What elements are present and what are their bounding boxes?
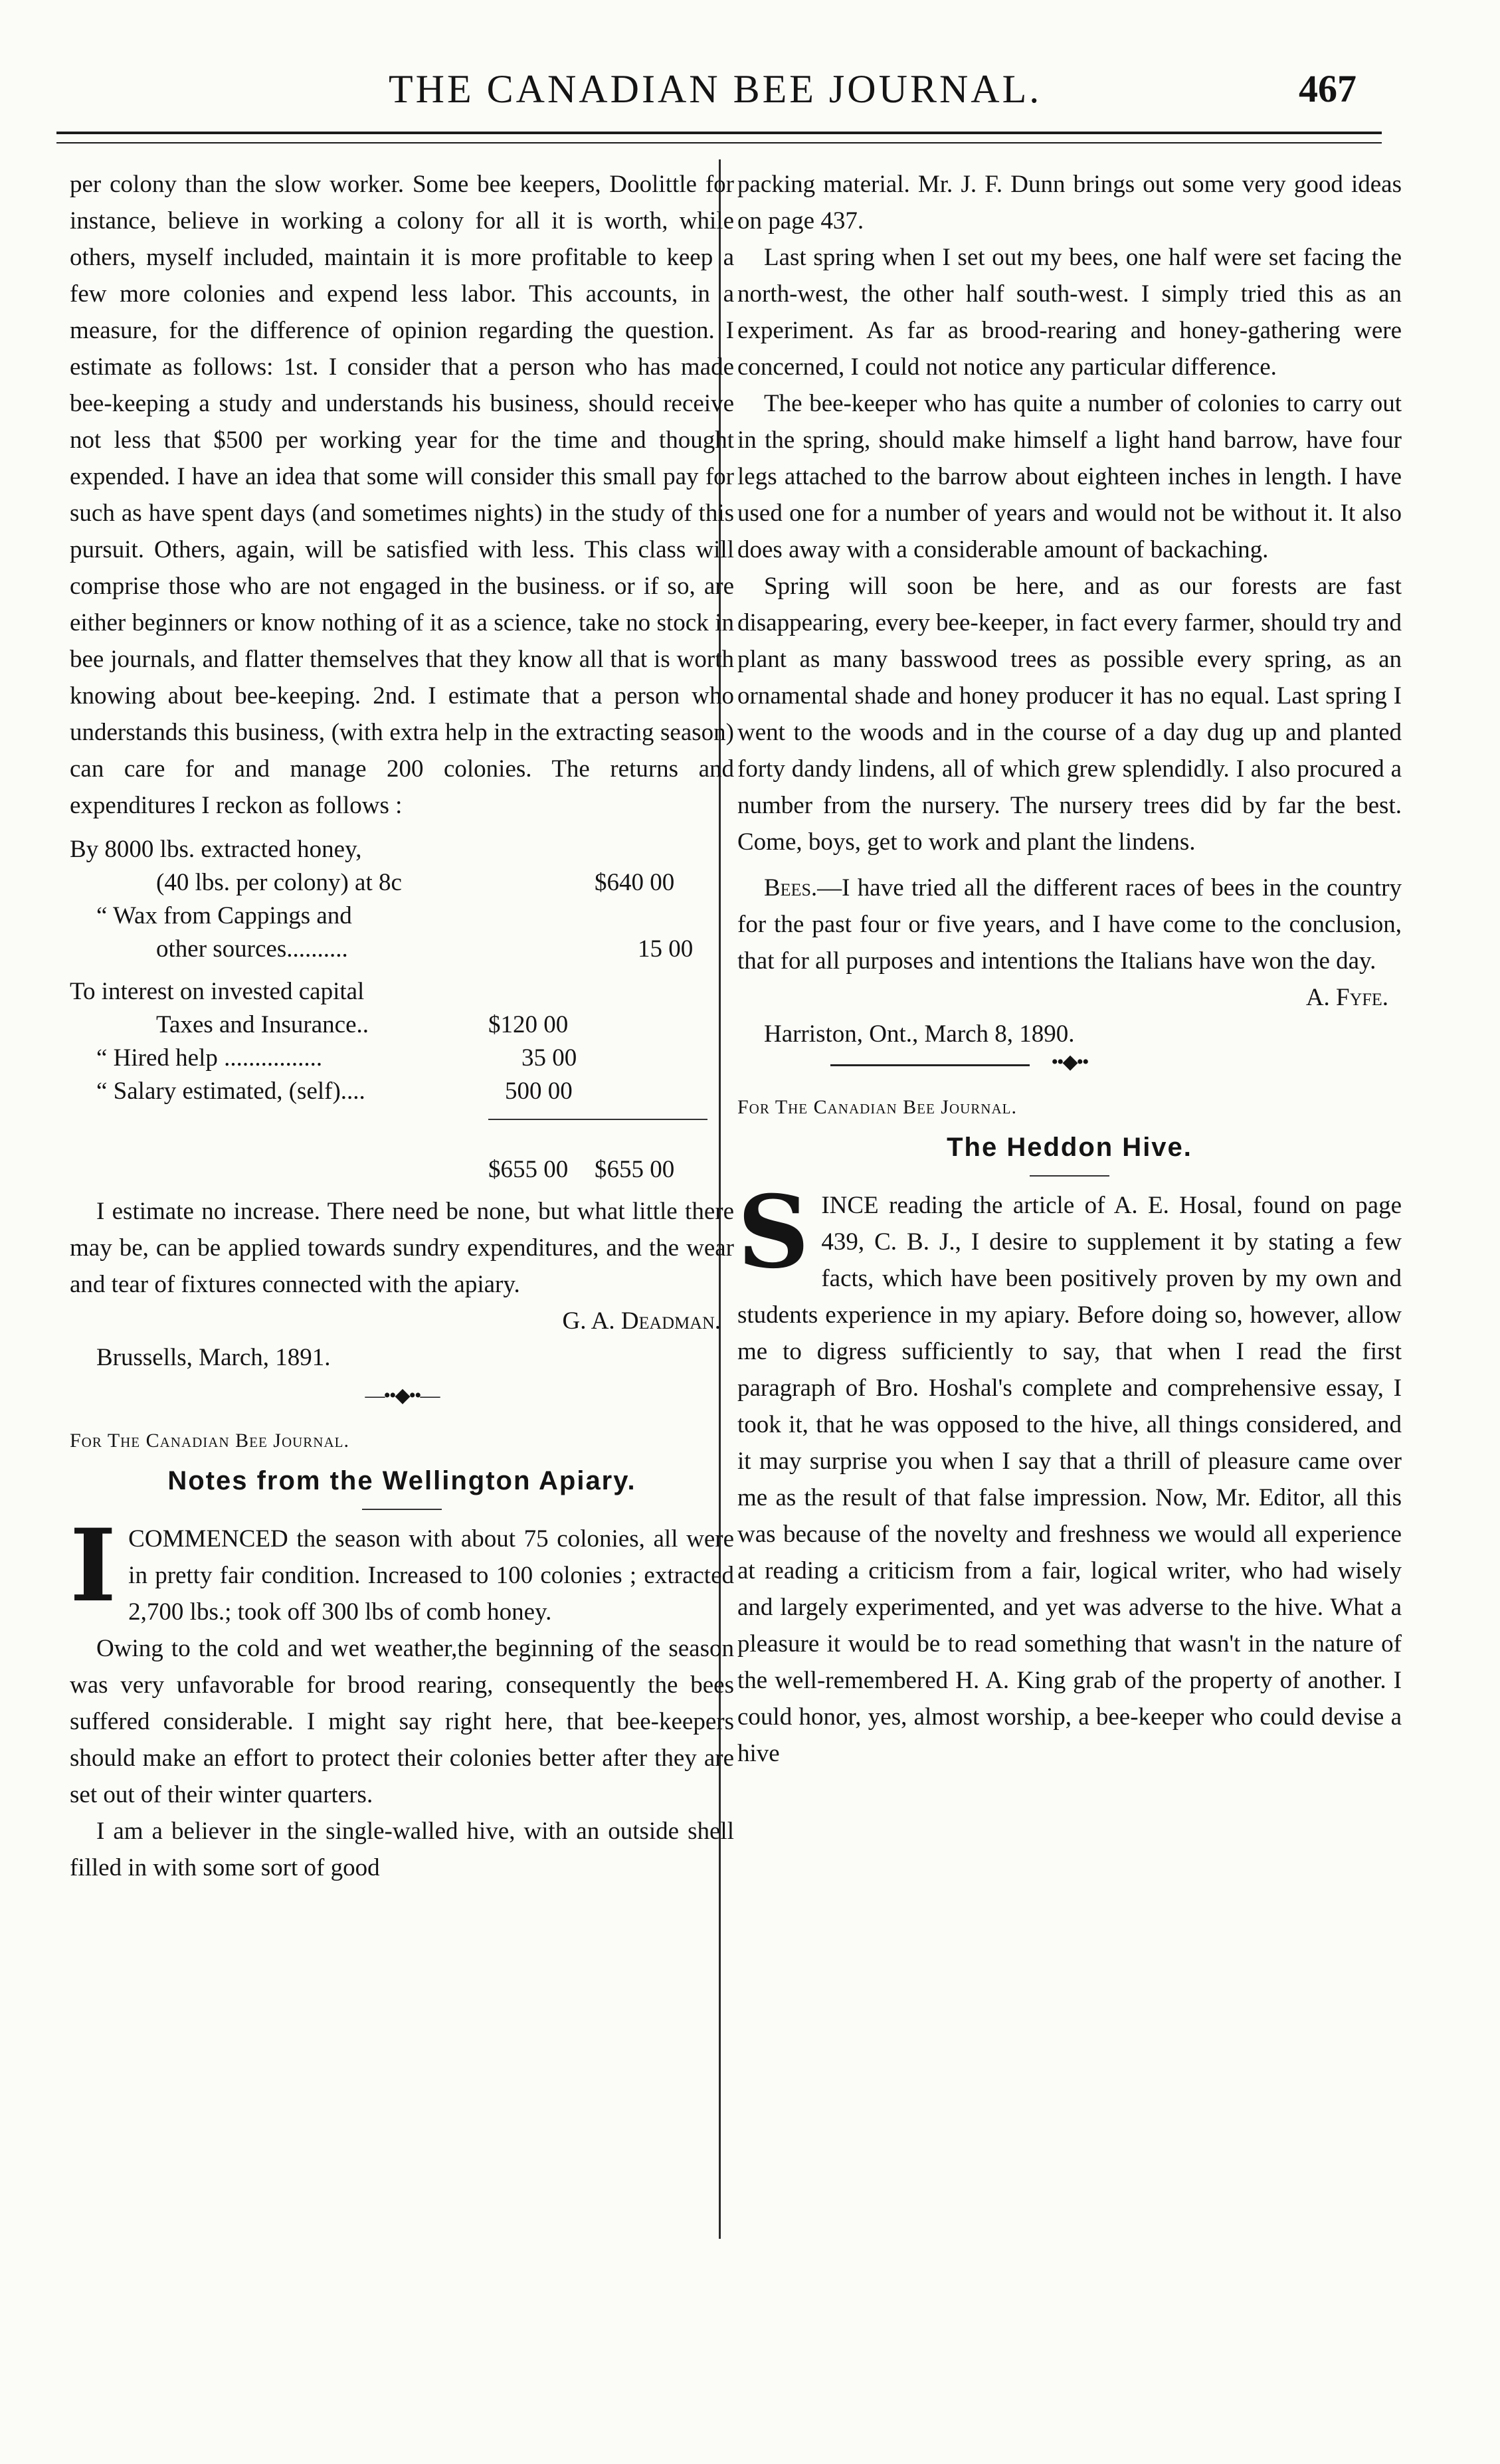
table-row (70, 1075, 734, 1108)
dateline: Harriston, Ont., March 8, 1890. (764, 1020, 1075, 1048)
table-cell: “ Salary estimated, (self).... (96, 1078, 365, 1105)
header-rule-thin (56, 142, 1382, 143)
body-paragraph: packing material. Mr. J. F. Dunn brings out some very good ideas on page 437. (737, 171, 1402, 235)
body-paragraph: The bee-keeper who has quite a number of colonies to carry out in the spring, should make himself a light hand barrow, have four legs attached to the barrow about eighteen inches in length. I have used one for a number of years and would not be without it. It also does away with a considerable amount of backaching. (737, 390, 1402, 563)
table-cell: other sources.......... (156, 935, 348, 963)
page-number: 467 (1299, 67, 1357, 110)
body-paragraph (737, 870, 1402, 979)
source-line: For The Canadian Bee Journal. (70, 1430, 349, 1452)
right-column (737, 166, 1402, 1772)
paragraph-text: COMMENCED the season with about 75 colonies, all were in pretty fair condition. Increased to 100 colonies ; extracted 2,700 lbs.; took off 300 lbs of comb honey. (128, 1525, 734, 1626)
body-paragraph (70, 1507, 734, 1630)
body-paragraph: I am a believer in the single-walled hive, with an outside shell filled in with some sort of good (70, 1818, 734, 1881)
title-rule (1030, 1175, 1109, 1177)
table-row (70, 1153, 734, 1186)
title-rule (362, 1509, 442, 1510)
author-signature: A. Fyfe. (1305, 984, 1388, 1011)
table-cell: (40 lbs. per colony) at 8c (156, 869, 402, 896)
table-row (70, 933, 734, 966)
section-ornament: —••◆••— (365, 1384, 439, 1406)
table-row (70, 866, 734, 900)
section-ornament: ••◆•• (1051, 1051, 1088, 1073)
table-cell: Taxes and Insurance.. (156, 1011, 369, 1038)
dateline: Brussells, March, 1891. (96, 1344, 331, 1371)
body-paragraph: Spring will soon be here, and as our forests are fast disappearing, every bee-keeper, in fact every farmer, should try and plant as many basswood trees as possible every spring, as an ornamental shade and honey producer it has no equal. Last spring I went to the woods and in the course of a day dug up and planted forty dandy lindens, all of which grew splendidly. I also procured a number from the nursery. The nursery trees did by far the best. Come, boys, get to work and plant the lindens. (737, 573, 1402, 856)
table-total: $655 00 (595, 1156, 675, 1183)
paragraph-text: —I have tried all the different races of bees in the country for the past four or five years, and I have come to the conclusion, that for all purposes and intentions the Italians have won the day. (737, 874, 1402, 975)
paragraph-text: INCE reading the article of A. E. Hosal, found on page 439, C. B. J., I desire to supplement it by stating a few facts, which have been positively proven by my own and students experience in my apiary. Before doing so, however, allow me to digress sufficiently to say, that when I read the first paragraph of Bro. Hoshal's complete and comprehensive essay, I took it, that he was opposed to the hive, all things considered, and it may surprise you when I say that a thrill of pleasure came over me as the result of that false impression. Now, Mr. Editor, all this was because of the novelty and freshness we would all experience at reading a criticism from a fair, logical writer, who had wisely and largely experimented, and yet was adverse to the hive. What a pleasure it would be to read something that wasn't in the nature of the well-remembered H. A. King grab of the property of another. I could honor, yes, almost worship, a bee-keeper who could devise a hive (737, 1192, 1402, 1767)
table-total: $655 00 (488, 1156, 569, 1183)
table-row (70, 833, 734, 866)
body-paragraph: Owing to the cold and wet weather,the beginning of the season was very unfavorable for brood rearing, consequently the bees suffered considerable. I might say right here, that bee-keepers should make an effort to protect their colonies better after they are set out of their winter quarters. (70, 1635, 734, 1808)
article-title: The Heddon Hive. (947, 1133, 1192, 1162)
source-line: For The Canadian Bee Journal. (737, 1096, 1017, 1118)
total-rule (488, 1119, 707, 1153)
table-amount: 35 00 (521, 1044, 577, 1072)
body-paragraph: per colony than the slow worker. Some bee keepers, Doolittle for instance, believe in working a colony for all it is worth, while others, myself included, maintain it is more profitable to keep a few more colonies and expend less labor. This accounts, in a measure, for the difference of opinion regarding the question. I estimate as follows: 1st. I consider that a person who has made bee-keeping a study and understands his business, should receive not less that $500 per working year for the time and thought expended. I have an idea that some will consider this small pay for such as have spent days (and sometimes nights) in the study of this pursuit. Others, again, will be satisfied with less. This class will comprise those who are not engaged in the business. or if so, are either beginners or know nothing of it as a science, take no stock in bee journals, and flatter themselves that they know all that is worth knowing about bee-keeping. 2nd. I estimate that a person who understands this business, (with extra help in the extracting season) can care for and manage 200 colonies. The returns and expenditures I reckon as follows : (70, 171, 734, 819)
body-paragraph (737, 1174, 1402, 1772)
body-paragraph: I estimate no increase. There need be none, but what little there may be, can be applied towards sundry expenditures, and the wear and tear of fixtures connected with the apiary. (70, 1198, 734, 1298)
article-title: Notes from the Wellington Apiary. (167, 1466, 636, 1495)
paragraph-lead: Bees. (764, 874, 818, 901)
body-paragraph: Last spring when I set out my bees, one half were set facing the north-west, the other half south-west. I simply tried this as an experiment. As far as brood-rearing and honey-gathering were concerned, I could not notice any particular difference. (737, 244, 1402, 381)
table-row (70, 975, 734, 1008)
table-row (70, 900, 734, 933)
table-amount: $640 00 (595, 869, 675, 896)
running-title: THE CANADIAN BEE JOURNAL. (389, 67, 1042, 111)
page-header (0, 66, 1500, 126)
table-amount: 500 00 (505, 1078, 573, 1105)
table-cell: To interest on invested capital (70, 978, 365, 1005)
drop-cap: I (70, 1507, 117, 1624)
table-row (70, 1008, 734, 1042)
returns-expenditures-table (70, 833, 734, 1186)
left-column (70, 166, 734, 1886)
table-row (70, 1042, 734, 1075)
header-rule-thick (56, 132, 1382, 134)
table-cell: “ Wax from Cappings and (96, 902, 352, 929)
author-signature: G. A. Deadman. (562, 1307, 721, 1335)
table-cell: By 8000 lbs. extracted honey, (70, 836, 362, 863)
drop-cap: S (737, 1174, 810, 1291)
table-amount: $120 00 (488, 1011, 569, 1038)
table-amount: 15 00 (638, 935, 694, 963)
table-cell: “ Hired help ................ (96, 1044, 323, 1072)
